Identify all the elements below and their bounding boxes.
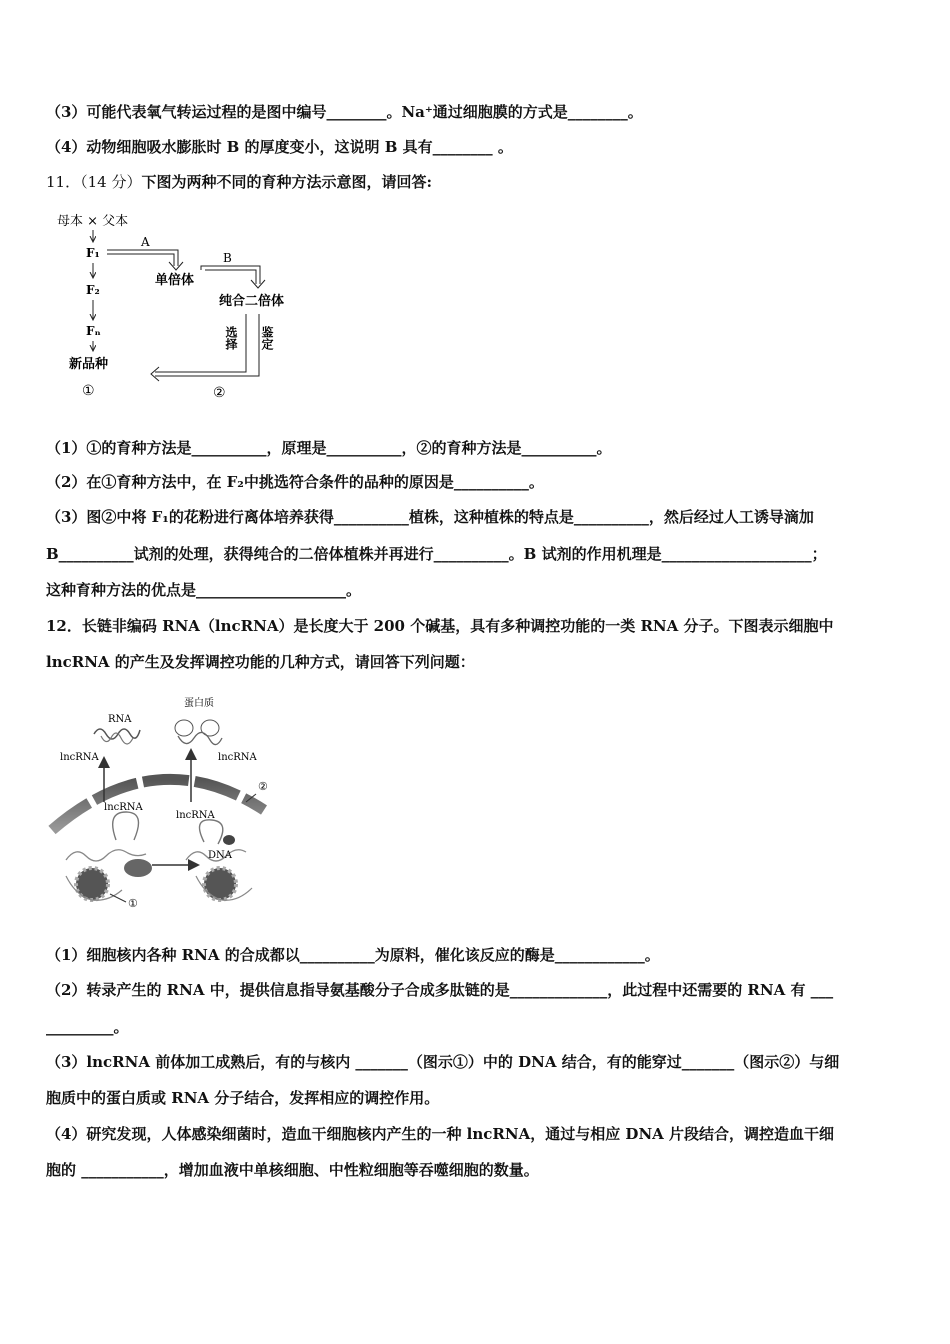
q12-part1: （1）细胞核内各种 RNA 的合成都以__________为原料，催化该反应的酶是____________。 bbox=[46, 946, 660, 964]
q12-part2-line2: _________。 bbox=[46, 1018, 129, 1036]
parents-label: 母本 × 父本 bbox=[57, 214, 129, 229]
q12-part2-line1: （2）转录产生的 RNA 中，提供信息指导氨基酸分子合成多肽链的是_____________，此过程中还需要的 RNA 有 ___ bbox=[46, 981, 834, 999]
q12-part3-line1: （3）lncRNA 前体加工成熟后，有的与核内 _______（图示①）中的 DNA 结合，有的能穿过_______（图示②）与细 bbox=[46, 1053, 840, 1071]
q12-intro-line1: 12．长链非编码 RNA（lncRNA）是长度大于 200 个碱基，具有多种调控功能的一类 RNA 分子。下图表示细胞中 bbox=[46, 617, 834, 635]
q11-heading-text: 下图为两种不同的育种方法示意图，请回答: bbox=[141, 173, 432, 191]
label-a: A bbox=[141, 235, 150, 249]
q11-part3-line2: B__________试剂的处理，获得纯合的二倍体植株并再进行__________。B 试剂的作用机理是____________________； bbox=[46, 545, 827, 563]
arrow-b bbox=[201, 266, 260, 284]
q12-intro-line2: lncRNA 的产生及发挥调控功能的几种方式，请回答下列问题： bbox=[46, 653, 475, 671]
select-label: 选择 bbox=[224, 326, 238, 350]
q11-number: 11．（14 分） bbox=[46, 173, 142, 191]
breeding-diagram bbox=[55, 208, 315, 408]
pure-diploid-label: 纯合二倍体 bbox=[219, 294, 285, 309]
q11-part3-line3: 这种育种方法的优点是____________________。 bbox=[46, 581, 362, 599]
haploid-label: 单倍体 bbox=[155, 273, 195, 288]
rna-strand bbox=[94, 729, 140, 739]
polymerase bbox=[124, 859, 152, 877]
fn-label: Fₙ bbox=[86, 324, 101, 338]
lncrna-loop-right bbox=[200, 820, 223, 844]
lncrna-label-right: lncRNA bbox=[218, 752, 257, 763]
new-variety-label: 新品种 bbox=[69, 357, 109, 372]
q11-part2: （2）在①育种方法中，在 F₂中挑选符合条件的品种的原因是__________。 bbox=[46, 473, 544, 491]
lncrna-label-mid-right: lncRNA bbox=[176, 810, 215, 821]
nuclear-envelope bbox=[52, 779, 264, 830]
q12-part3-line2: 胞质中的蛋白质或 RNA 分子结合，发挥相应的调控作用。 bbox=[46, 1089, 440, 1107]
q12-part4-line2: 胞的 ___________，增加血液中单核细胞、中性粒细胞等吞噬细胞的数量。 bbox=[46, 1161, 539, 1179]
q10-part4: （4）动物细胞吸水膨胀时 B 的厚度变小，这说明 B 具有________ 。 bbox=[46, 138, 513, 156]
arrow-a bbox=[107, 250, 178, 266]
dna-strand-left bbox=[66, 850, 146, 861]
f1-label: F₁ bbox=[86, 246, 100, 260]
q11-part1: （1）①的育种方法是__________，原理是__________，②的育种方法是__________。 bbox=[46, 439, 612, 457]
lncrna-diagram bbox=[46, 690, 276, 915]
f2-label: F₂ bbox=[86, 283, 100, 297]
lncrna-label-mid-left: lncRNA bbox=[104, 802, 143, 813]
lncrna-label-left: lncRNA bbox=[60, 752, 99, 763]
envelope-mark: ② bbox=[258, 780, 268, 793]
chromatin-mark: ① bbox=[128, 897, 138, 910]
label-b: B bbox=[223, 251, 232, 265]
dna-label: DNA bbox=[208, 850, 232, 861]
q10-part3: （3）可能代表氧气转运过程的是图中编号________。Na⁺通过细胞膜的方式是________。 bbox=[46, 103, 643, 121]
method1-mark: ① bbox=[82, 383, 95, 399]
lncrna-loop-left bbox=[113, 812, 139, 840]
q11-part3-line1: （3）图②中将 F₁的花粉进行离体培养获得__________植株，这种植株的特点是__________，然后经过人工诱导滴加 bbox=[46, 508, 814, 526]
identify-label: 鉴定 bbox=[260, 326, 274, 350]
rna-label: RNA bbox=[108, 714, 132, 725]
q11-heading bbox=[46, 172, 432, 192]
protein-blob-left bbox=[175, 720, 193, 736]
q12-part4-line1: （4）研究发现，人体感染细菌时，造血干细胞核内产生的一种 lncRNA，通过与相应 DNA 片段结合，调控造血干细 bbox=[46, 1125, 835, 1143]
protein-label: 蛋白质 bbox=[184, 698, 214, 709]
method2-mark: ② bbox=[213, 385, 226, 401]
